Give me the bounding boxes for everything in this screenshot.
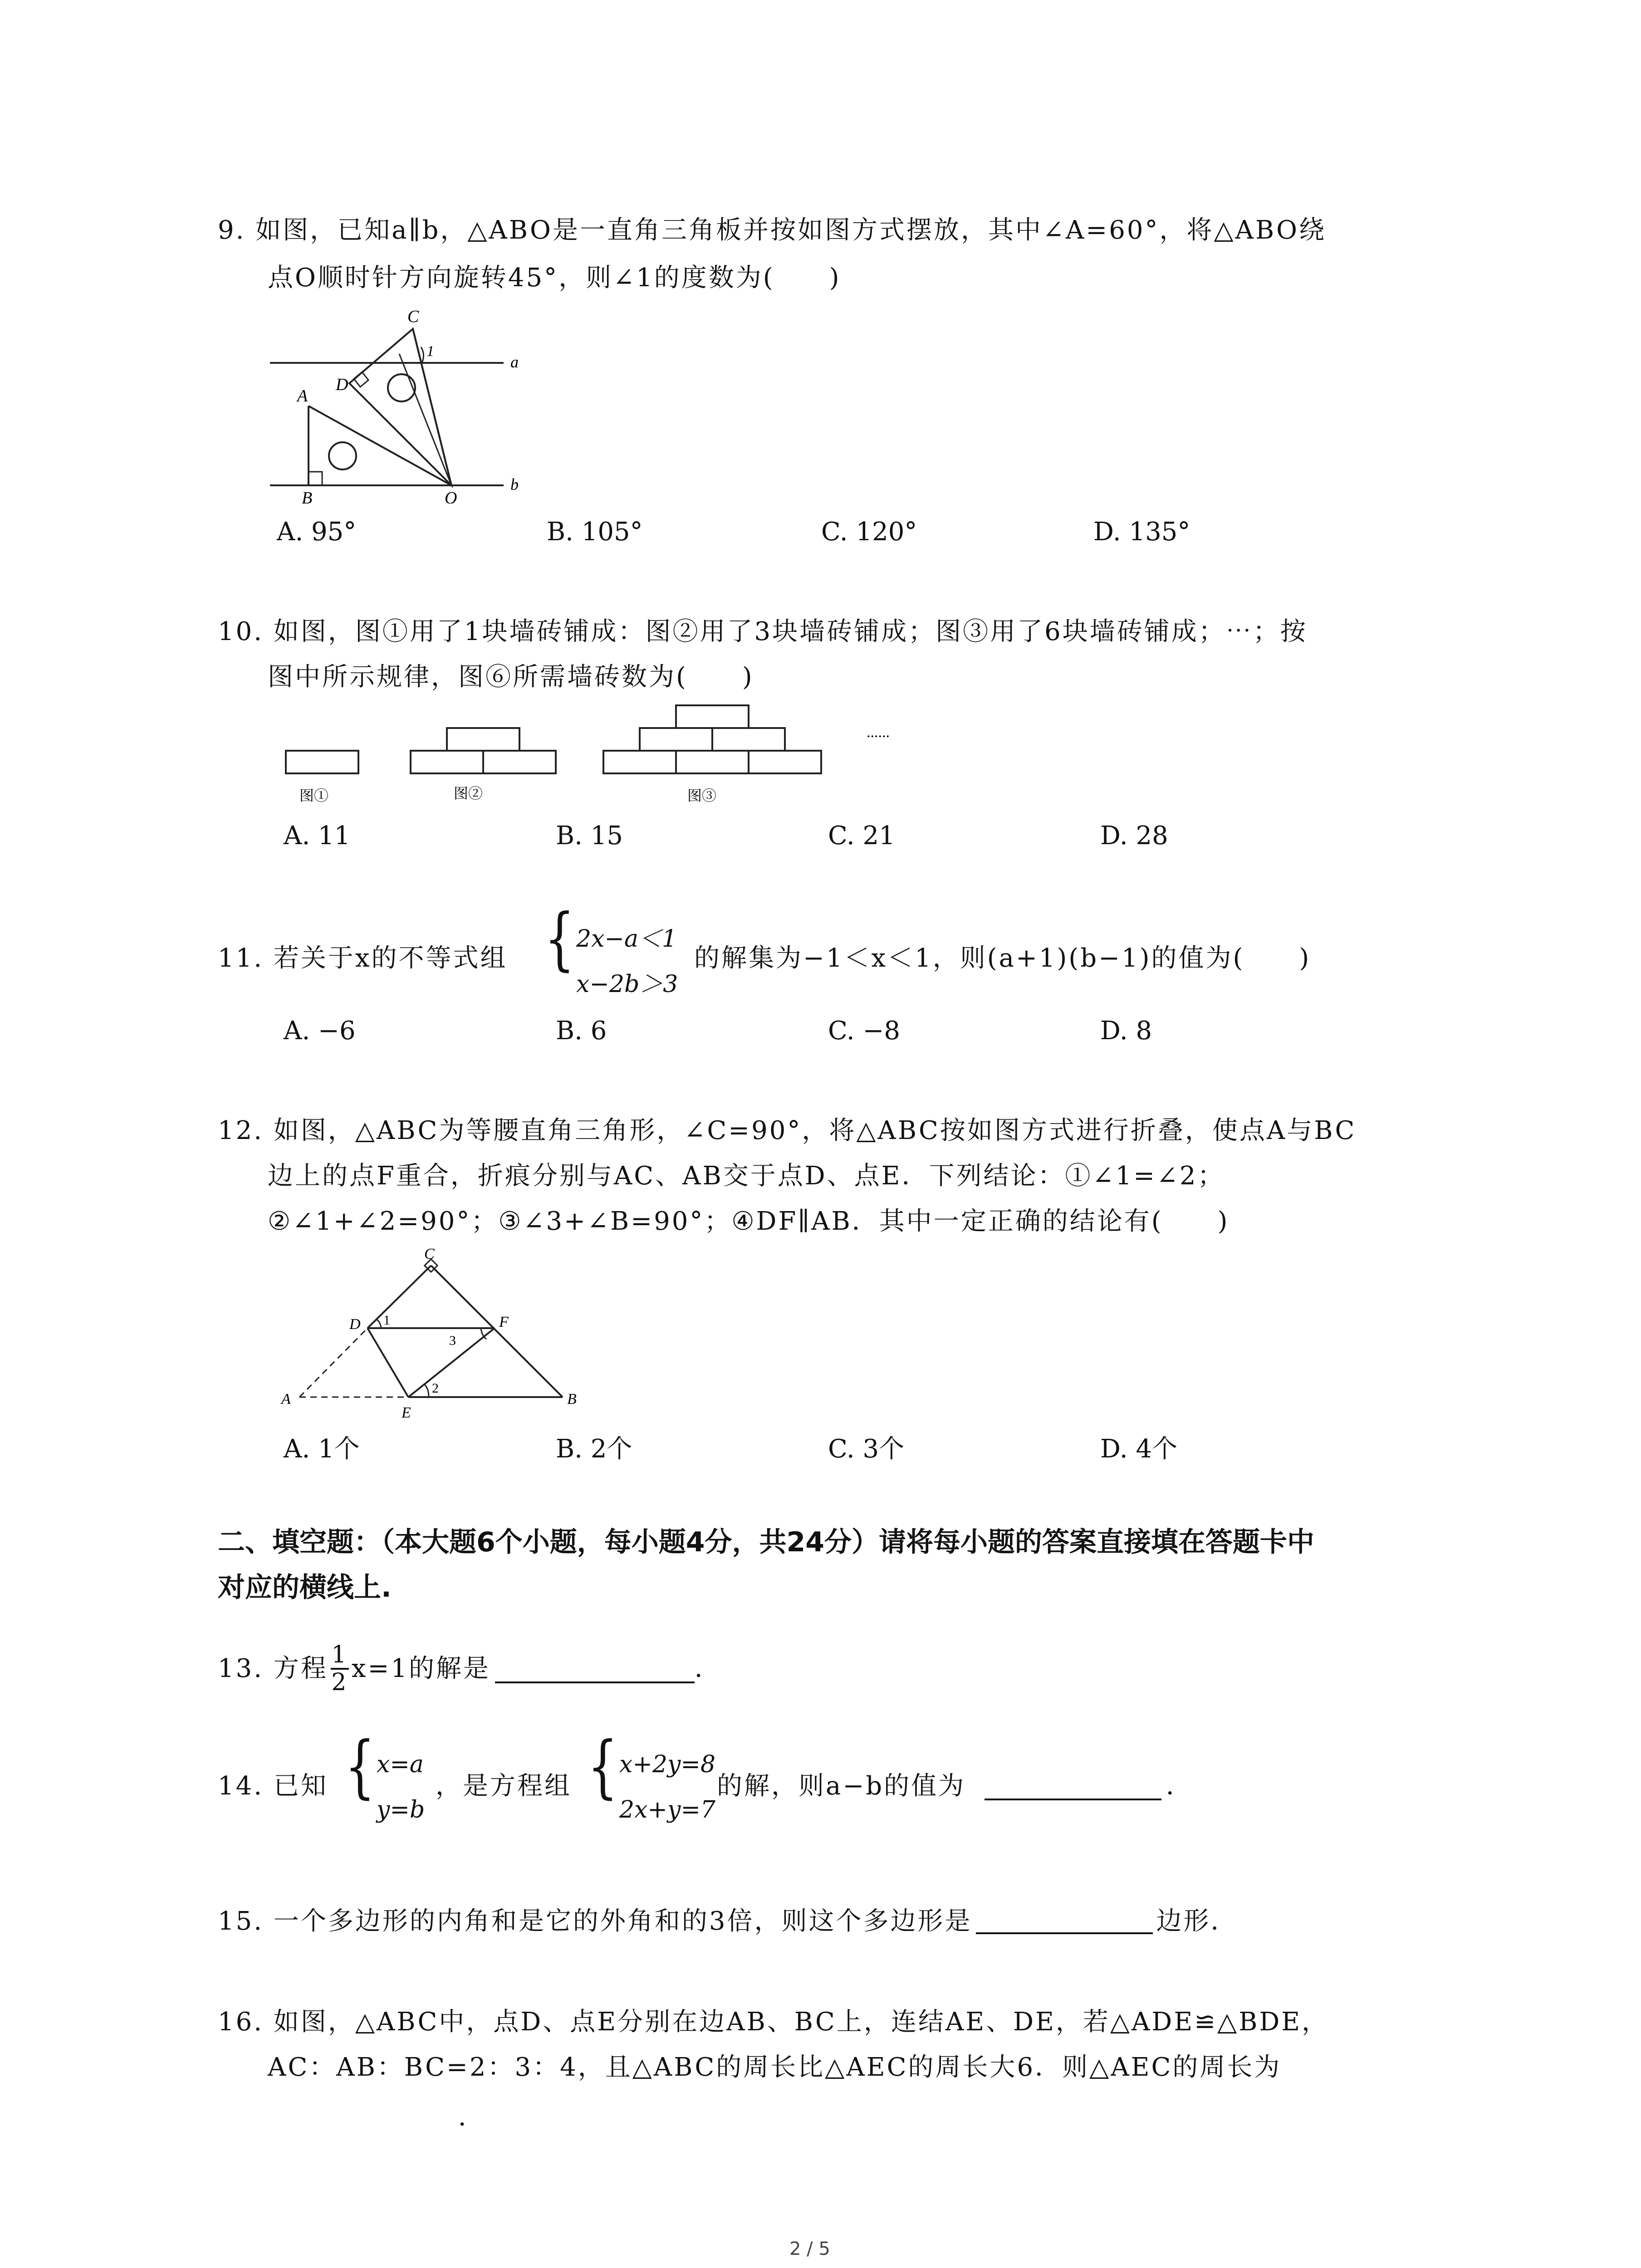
q11-suffix: 的解集为−1＜x＜1，则(a+1)(b−1)的值为( ): [694, 943, 1311, 973]
q11-option-a: A. −6: [284, 1016, 356, 1046]
q14-mid: ，是方程组: [436, 1771, 572, 1801]
q15-row: [218, 1905, 1238, 1934]
q10-option-d: D. 28: [1100, 821, 1168, 850]
q12-line1: 12. 如图，△ABC为等腰直角三角形，∠C=90°，将△ABC按如图方式进行折叠，使点A与BC: [218, 1116, 1357, 1145]
q16-line2: AC：AB：BC=2：3：4，且△ABC的周长比△AEC的周长大6．则△AEC的周长为: [268, 2053, 1282, 2082]
q13-frac-den: 2: [331, 1669, 348, 1696]
q10-option-c: C. 21: [828, 821, 895, 850]
q12-label-3: 3: [449, 1333, 456, 1348]
q14-prefix: 14. 已知: [218, 1771, 328, 1801]
q12-label-C: C: [424, 1246, 435, 1262]
q14-brace-b-icon: {: [588, 1727, 618, 1806]
q10-label-fig1: 图①: [299, 787, 329, 804]
q10-ellipsis: ......: [867, 724, 890, 741]
q10-label-fig3: 图③: [687, 787, 717, 804]
q11-sys-line2: x−2b＞3: [576, 971, 678, 998]
q14-sysA-line2: y=b: [377, 1796, 425, 1823]
q12-line3: ②∠1+∠2=90°；③∠3+∠B=90°；④DF∥AB．其中一定正确的结论有( ): [268, 1207, 1230, 1236]
q12-option-c: C. 3个: [828, 1434, 905, 1464]
section2-line2: 对应的横线上.: [218, 1572, 392, 1603]
q13-row: [218, 1642, 722, 1696]
q9-label-1: 1: [426, 343, 434, 360]
q12-label-A: A: [281, 1391, 291, 1408]
q11-prefix: 11. 若关于x的不等式组: [218, 943, 508, 973]
q14-sysA-line1: x=a: [377, 1751, 424, 1778]
q15-prefix: 15. 一个多边形的内角和是它的外角和的3倍，则这个多边形是: [218, 1906, 972, 1936]
q10-figure: [272, 699, 953, 816]
q9-label-A: A: [297, 386, 308, 406]
q11-option-c: C. −8: [828, 1016, 901, 1046]
q15-answer-blank[interactable]: [976, 1905, 1153, 1934]
q12-label-E: E: [402, 1404, 411, 1421]
q13-prefix: 13. 方程: [218, 1654, 328, 1684]
q11-option-b: B. 6: [556, 1016, 607, 1046]
q12-label-1: 1: [383, 1313, 390, 1328]
q12-option-b: B. 2个: [556, 1434, 632, 1464]
q9-label-O: O: [445, 489, 457, 503]
q12-option-a: A. 1个: [284, 1434, 360, 1464]
q9-label-c: C: [407, 307, 419, 326]
q14-suffix: 的解，则a−b的值为: [717, 1771, 966, 1801]
q14-brace-a-icon: {: [345, 1727, 375, 1806]
q13-answer-blank[interactable]: [495, 1654, 695, 1683]
q15-suffix: 边形．: [1156, 1906, 1238, 1936]
q9-line1: 9. 如图，已知a∥b，△ABO是一直角三角板并按如图方式摆放，其中∠A=60°，将△ABO绕: [218, 215, 1327, 245]
q9-figure: [263, 304, 544, 503]
q16-line3: ．: [458, 2102, 484, 2132]
q9-option-c: C. 120°: [821, 517, 917, 547]
q14-sysB-line2: 2x+y=7: [619, 1796, 716, 1823]
q12-figure: [272, 1243, 617, 1424]
q9-label-d: D: [336, 375, 348, 394]
q12-label-D: D: [349, 1316, 361, 1333]
q14-sysB-line1: x+2y=8: [619, 1751, 716, 1778]
q10-line2: 图中所示规律，图⑥所需墙砖数为( ): [268, 662, 754, 692]
q9-label-a: a: [510, 353, 519, 371]
q11-option-d: D. 8: [1100, 1016, 1152, 1046]
q9-line2: 点O顺时针方向旋转45°，则∠1的度数为( ): [268, 263, 841, 293]
q16-line1: 16. 如图，△ABC中，点D、点E分别在边AB、BC上，连结AE、DE，若△ADE≌△BDE，: [218, 2007, 1329, 2037]
q10-option-a: A. 11: [284, 821, 351, 850]
q12-line2: 边上的点F重合，折痕分别与AC、AB交于点D、点E．下列结论：①∠1=∠2；: [268, 1161, 1225, 1191]
q12-option-d: D. 4个: [1100, 1434, 1178, 1464]
q14-end: ．: [1166, 1771, 1191, 1801]
q13-end: ．: [695, 1654, 722, 1684]
q10-label-fig2: 图②: [454, 785, 483, 802]
q9-option-d: D. 135°: [1093, 517, 1190, 547]
q9-label-B: B: [302, 489, 313, 503]
q10-option-b: B. 15: [556, 821, 623, 850]
q9-option-b: B. 105°: [547, 517, 643, 547]
q11-sys-line1: 2x−a＜1: [576, 925, 677, 953]
q10-line1: 10. 如图，图①用了1块墙砖铺成：图②用了3块墙砖铺成；图③用了6块墙砖铺成；⋯；按: [218, 617, 1308, 646]
q9-label-b: b: [510, 475, 519, 494]
section2-line1: 二、填空题：（本大题6个小题，每小题4分，共24分）请将每小题的答案直接填在答题卡中: [218, 1526, 1314, 1558]
page-number: 2 / 5: [789, 2239, 830, 2259]
q12-label-2: 2: [432, 1381, 439, 1396]
q13-fraction: [331, 1642, 349, 1696]
q13-frac-num: 1: [331, 1641, 348, 1668]
q12-label-F: F: [499, 1314, 509, 1330]
q9-option-a: A. 95°: [277, 517, 357, 547]
q13-suffix: x=1的解是: [351, 1654, 490, 1684]
q12-label-B: B: [567, 1391, 577, 1408]
q11-brace-icon: {: [544, 899, 575, 978]
q14-answer-blank[interactable]: [985, 1771, 1161, 1800]
